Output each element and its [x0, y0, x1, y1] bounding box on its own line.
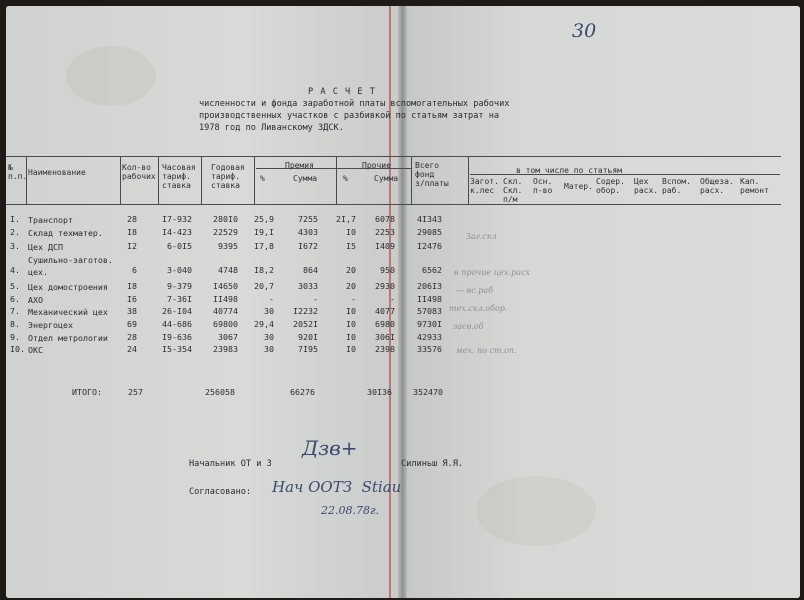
table-cell-p-pct: -: [269, 294, 274, 304]
table-cell-annual: 22529: [213, 227, 238, 237]
table-cell-p-pct: I8,2: [254, 265, 274, 275]
header-article: Осн. п-во: [533, 177, 553, 195]
table-cell-fund: 42933: [417, 332, 442, 342]
table-cell-o-sum: 2398: [375, 344, 395, 354]
header-article: Кап. ремонт: [740, 177, 769, 195]
table-cell-hourly: I9-636: [162, 332, 192, 342]
table-cell-annual: II498: [213, 294, 238, 304]
table-cell-hourly: 9-379: [167, 281, 192, 291]
table-cell-annual: 4748: [218, 265, 238, 275]
table-cell-p-pct: 30: [264, 344, 274, 354]
header-fund: Всего фонд з/платы: [415, 161, 449, 188]
table-cell-fund: 57083: [417, 306, 442, 316]
header-annual: Годовая тариф. ставка: [211, 163, 245, 190]
head-label: Начальник ОТ и З: [189, 459, 272, 469]
table-cell-p-pct: 30: [264, 332, 274, 342]
table-cell-workers: 24: [127, 344, 137, 354]
header-article: Цех расх.: [634, 177, 659, 195]
table-cell-o-pct: I5: [346, 241, 356, 251]
table-cell-o-sum: 6980: [375, 319, 395, 329]
table-cell-hourly: 26-I04: [162, 306, 192, 316]
table-cell-o-sum: 6078: [375, 214, 395, 224]
table-cell-o-sum: 306I: [375, 332, 395, 342]
table-cell-name: Механический цех: [28, 307, 108, 317]
table-cell-hourly: 3-040: [167, 265, 192, 275]
document-title: Р А С Ч Е Т: [308, 87, 376, 97]
table-cell-p-sum: -: [313, 294, 318, 304]
table-cell-hourly: 7-36I: [167, 294, 192, 304]
header-num: № п.п.: [8, 163, 28, 181]
table-cell-p-sum: I2232: [293, 306, 318, 316]
agreed-label: Согласовано:: [189, 487, 252, 497]
table-cell-o-sum: 950: [380, 265, 395, 275]
table-cell-o-pct: I0: [346, 332, 356, 342]
pencil-note: в прочие цех.расх: [454, 268, 530, 277]
table-cell-o-sum: I409: [375, 241, 395, 251]
table-cell-fund: 6562: [422, 265, 442, 275]
book-gutter: [398, 6, 407, 598]
table-cell-annual: 3067: [218, 332, 238, 342]
header-articles: в том числе по статьям: [516, 166, 622, 175]
header-article: Содер. обор.: [596, 177, 625, 195]
table-cell-o-sum: 2253: [375, 227, 395, 237]
column-divider: [468, 156, 469, 204]
table-cell-name: Отдел метрологии: [28, 333, 108, 343]
table-cell-num: 2.: [10, 227, 20, 237]
header-bottom-rule: [6, 204, 781, 205]
paper-stain: [476, 476, 596, 546]
header-workers: Кол-во рабочих: [122, 163, 156, 181]
table-cell-o-pct: I0: [346, 319, 356, 329]
table-cell-annual: 280I0: [213, 214, 238, 224]
table-cell-workers: 28: [127, 214, 137, 224]
table-cell-num: 9.: [10, 332, 20, 342]
table-cell-name: Транспорт: [28, 215, 73, 225]
table-cell-o-pct: -: [351, 294, 356, 304]
subtitle-line: численности и фонда заработной платы вспомогательных рабочих: [199, 99, 510, 109]
table-cell-num: 6.: [10, 294, 20, 304]
table-cell-o-pct: I0: [346, 227, 356, 237]
table-cell-name: АХО: [28, 295, 43, 305]
table-cell-name: Энергоцех: [28, 320, 73, 330]
table-cell-num: 5.: [10, 281, 20, 291]
table-cell-name: Сушильно-заготов. цех.: [28, 255, 113, 277]
column-divider: [120, 156, 121, 204]
header-premium-pct: %: [260, 174, 265, 183]
table-cell-p-sum: 920I: [298, 332, 318, 342]
header-article: Загот. к.лес: [470, 177, 499, 195]
totals-other-sum: 30I36: [367, 387, 392, 397]
head-signature: Дзв+: [302, 436, 358, 460]
table-cell-annual: I4650: [213, 281, 238, 291]
table-cell-p-sum: 864: [303, 265, 318, 275]
table-cell-p-sum: 7I95: [298, 344, 318, 354]
table-cell-workers: 69: [127, 319, 137, 329]
column-divider: [158, 156, 159, 204]
header-article: Скл. Скл. п/м: [503, 177, 523, 204]
subtitle-line: 1978 год по Ливанскому ЗДСК.: [199, 123, 344, 133]
totals-fund: 352470: [413, 387, 443, 397]
table-cell-num: I.: [10, 214, 20, 224]
table-cell-num: 4.: [10, 265, 20, 275]
header-article: Матер.: [564, 182, 593, 191]
totals-annual: 256058: [205, 387, 235, 397]
table-cell-hourly: I4-423: [162, 227, 192, 237]
table-cell-num: 8.: [10, 319, 20, 329]
table-cell-workers: I2: [127, 241, 137, 251]
subtitle-line: производственных участков с разбивкой по статьям затрат на: [199, 111, 500, 121]
pencil-note: засв.об: [453, 322, 484, 331]
header-other: Прочие: [362, 161, 391, 170]
table-cell-o-sum: 4077: [375, 306, 395, 316]
table-cell-name: Цех ДСП: [28, 242, 63, 252]
table-cell-hourly: I5-354: [162, 344, 192, 354]
table-cell-p-pct: I9,I: [254, 227, 274, 237]
table-cell-name: ОКС: [28, 345, 43, 355]
header-top-rule: [6, 156, 781, 157]
totals-label: ИТОГО:: [72, 387, 102, 397]
table-cell-num: I0.: [10, 344, 25, 354]
table-cell-fund: II498: [417, 294, 442, 304]
column-divider: [411, 156, 412, 204]
table-cell-p-pct: 20,7: [254, 281, 274, 291]
table-cell-p-sum: 3033: [298, 281, 318, 291]
table-cell-o-pct: 2I,7: [336, 214, 356, 224]
header-other-sum: Сумма: [374, 174, 399, 183]
table-cell-annual: 23983: [213, 344, 238, 354]
table-cell-workers: 28: [127, 332, 137, 342]
table-cell-name: Цех домостроения: [28, 282, 108, 292]
table-cell-num: 3.: [10, 241, 20, 251]
table-cell-p-pct: 25,9: [254, 214, 274, 224]
table-cell-o-pct: 20: [346, 281, 356, 291]
column-divider: [201, 156, 202, 204]
header-premium: Премия: [285, 161, 314, 170]
table-cell-o-sum: 2930: [375, 281, 395, 291]
pencil-note: тех.скл.обор.: [449, 304, 508, 313]
table-cell-p-sum: 7255: [298, 214, 318, 224]
table-cell-p-sum: 4303: [298, 227, 318, 237]
table-cell-p-sum: I672: [298, 241, 318, 251]
pencil-note: — вс.раб: [456, 286, 493, 295]
table-cell-hourly: I7-932: [162, 214, 192, 224]
table-cell-hourly: 6-0I5: [167, 241, 192, 251]
table-cell-num: 7.: [10, 306, 20, 316]
table-cell-fund: 29085: [417, 227, 442, 237]
agreed-date: 22.08.78г.: [321, 504, 380, 517]
head-name: Силиньш Я.Я.: [401, 459, 464, 469]
table-cell-p-sum: 2052I: [293, 319, 318, 329]
agreed-signature: Нач ООТЗ Stiau: [272, 478, 402, 496]
table-cell-workers: I8: [127, 281, 137, 291]
table-cell-o-pct: I0: [346, 344, 356, 354]
pencil-note: мех. по ст.оп.: [456, 346, 517, 355]
pencil-note: Заг.скл: [466, 232, 497, 241]
header-name: Наименование: [28, 168, 86, 177]
table-cell-workers: I6: [127, 294, 137, 304]
table-cell-fund: 4I343: [417, 214, 442, 224]
table-cell-fund: I2476: [417, 241, 442, 251]
table-cell-p-pct: 30: [264, 306, 274, 316]
document-spread: [6, 6, 800, 598]
table-cell-o-pct: I0: [346, 306, 356, 316]
table-cell-workers: 6: [132, 265, 137, 275]
header-premium-sum: Сумма: [293, 174, 318, 183]
table-cell-annual: 69800: [213, 319, 238, 329]
table-cell-workers: 38: [127, 306, 137, 316]
table-cell-hourly: 44-686: [162, 319, 192, 329]
header-other-pct: %: [343, 174, 348, 183]
header-article: Вспом. раб.: [662, 177, 691, 195]
table-cell-fund: 9730I: [417, 319, 442, 329]
column-divider: [254, 156, 255, 204]
right-page: [405, 6, 800, 598]
header-hourly: Часовая тариф. ставка: [162, 163, 196, 190]
table-cell-name: Склад техматер.: [28, 228, 103, 238]
totals-premium-sum: 66276: [290, 387, 315, 397]
table-cell-p-pct: I7,8: [254, 241, 274, 251]
table-cell-annual: 9395: [218, 241, 238, 251]
table-cell-fund: 33576: [417, 344, 442, 354]
table-cell-workers: I8: [127, 227, 137, 237]
table-cell-p-pct: 29,4: [254, 319, 274, 329]
page-number: 30: [572, 20, 597, 42]
table-cell-fund: 206I3: [417, 281, 442, 291]
column-divider: [336, 156, 337, 204]
table-cell-o-sum: -: [390, 294, 395, 304]
totals-workers: 257: [128, 387, 143, 397]
header-article: Общеза. расх.: [700, 177, 734, 195]
paper-stain: [66, 46, 156, 106]
table-cell-o-pct: 20: [346, 265, 356, 275]
table-cell-annual: 40774: [213, 306, 238, 316]
